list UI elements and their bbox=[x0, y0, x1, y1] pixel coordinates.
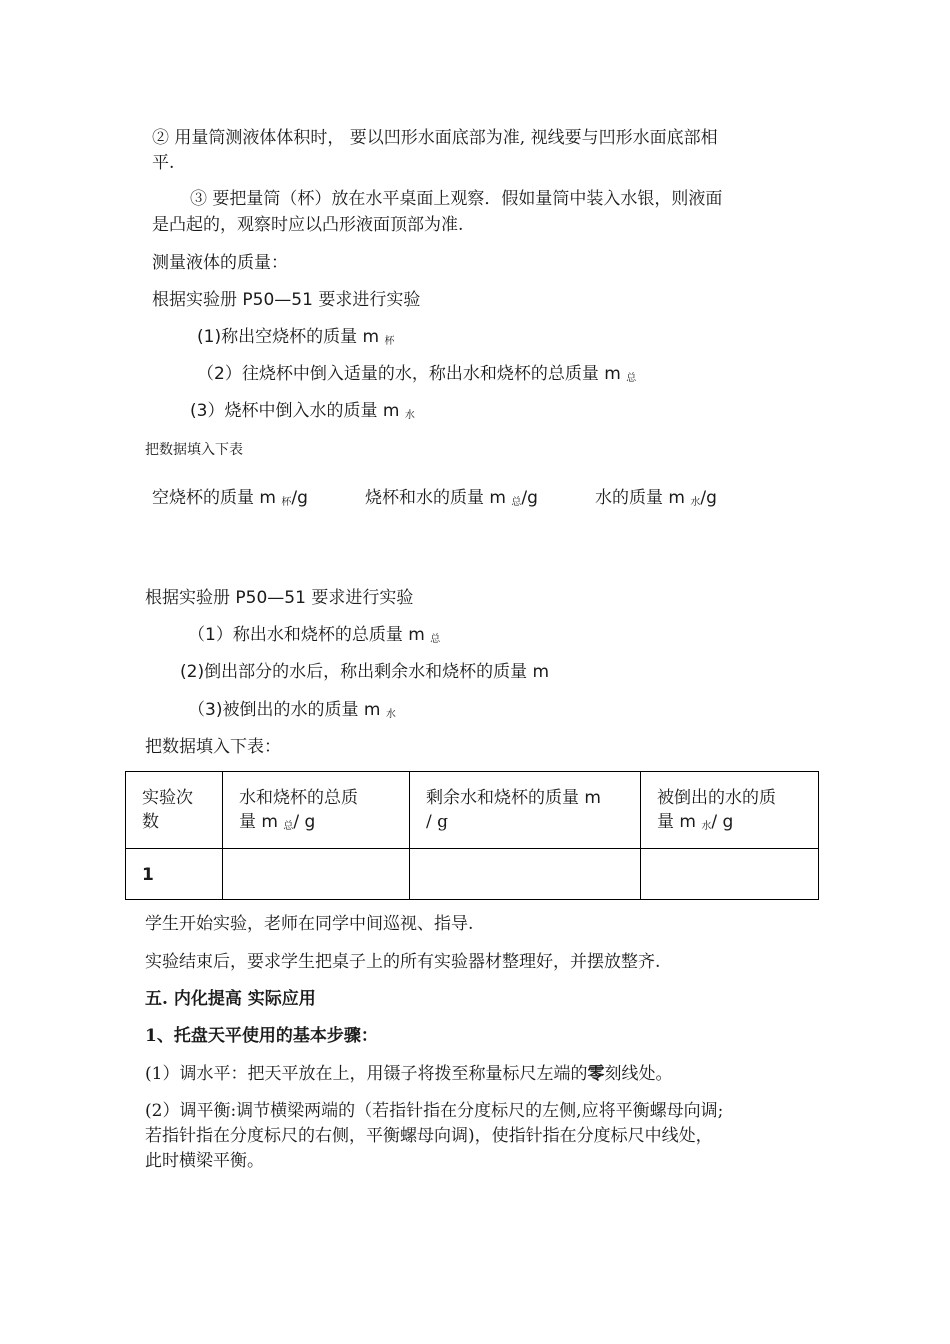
section-heading: 测量液体的质量： bbox=[152, 253, 288, 273]
step-text: （2）往烧杯中倒入适量的水，称出水和烧杯的总质量 m bbox=[197, 364, 621, 384]
cell-text bbox=[657, 810, 802, 839]
cell-text: 数 bbox=[142, 812, 159, 832]
step-text: (1)称出空烧杯的质量 m bbox=[197, 327, 380, 347]
subscript: 水 bbox=[404, 410, 415, 421]
step-text: (3）烧杯中倒入水的质量 m bbox=[190, 401, 400, 421]
cell-text: 实验次 bbox=[142, 788, 193, 808]
header-text: 水的质量 m bbox=[595, 488, 685, 508]
step-line bbox=[197, 363, 636, 390]
unit: / g bbox=[293, 812, 316, 832]
section-heading: 五. 内化提高 实际应用 bbox=[145, 989, 316, 1009]
paragraph-text: (1）调水平：把天平放在上，用镊子将拨至称量标尺左端的 bbox=[145, 1064, 588, 1084]
paragraph-line: 把数据填入下表： bbox=[145, 737, 281, 757]
cell-text: 被倒出的水的质 bbox=[657, 788, 776, 808]
cell-text: 水和烧杯的总质 bbox=[239, 788, 358, 808]
emphasis: 零 bbox=[587, 1064, 605, 1084]
table-cell bbox=[641, 849, 819, 900]
header-text: 空烧杯的质量 m bbox=[152, 488, 276, 508]
step-text: （3)被倒出的水的质量 m bbox=[188, 700, 381, 720]
table-header-cell bbox=[365, 487, 538, 514]
subscript: 总 bbox=[626, 373, 637, 384]
subscript: 杯 bbox=[384, 336, 395, 347]
subscript: 水 bbox=[701, 821, 712, 832]
subscript: 总 bbox=[430, 634, 441, 645]
subscript: 总 bbox=[511, 497, 522, 508]
paragraph-line: 平. bbox=[152, 153, 175, 173]
unit: /g bbox=[291, 488, 308, 508]
paragraph-line: 此时横梁平衡。 bbox=[145, 1151, 264, 1171]
table-header-cell bbox=[223, 772, 410, 849]
table-header-cell bbox=[641, 772, 819, 849]
paragraph-line: 实验结束后，要求学生把桌子上的所有实验器材整理好，并摆放整齐. bbox=[145, 952, 661, 972]
paragraph-line: 若指针指在分度标尺的右侧，平衡螺母向调)，使指针指在分度标尺中线处， bbox=[145, 1126, 713, 1146]
step-line: (2)倒出部分的水后，称出剩余水和烧杯的质量 m bbox=[180, 662, 550, 682]
table-cell: 1 bbox=[126, 849, 223, 900]
subscript: 总 bbox=[283, 821, 294, 832]
table-cell bbox=[223, 849, 410, 900]
step-line bbox=[197, 326, 394, 353]
paragraph-line: ② 用量筒测液体体积时， 要以凹形水面底部为准, 视线要与凹形水面底部相 bbox=[152, 128, 718, 148]
cell-text: 剩余水和烧杯的质量 m bbox=[426, 788, 601, 808]
unit: /g bbox=[521, 488, 538, 508]
table-row bbox=[126, 849, 819, 900]
cell-text bbox=[239, 810, 393, 839]
paragraph-line: 把数据填入下表 bbox=[145, 442, 243, 458]
table-header-row bbox=[126, 772, 819, 849]
paragraph-text: 刻线处。 bbox=[604, 1064, 673, 1084]
cell-text: / g bbox=[426, 812, 449, 832]
paragraph-line: 是凸起的，观察时应以凸形液面顶部为准. bbox=[152, 215, 464, 235]
unit: / g bbox=[711, 812, 734, 832]
section-heading: 1、托盘天平使用的基本步骤： bbox=[145, 1026, 378, 1046]
paragraph-line bbox=[145, 1063, 672, 1085]
paragraph-line: 根据实验册 P50—51 要求进行实验 bbox=[152, 290, 421, 310]
table-header-cell bbox=[595, 487, 717, 514]
step-line bbox=[188, 699, 396, 726]
table-header-cell bbox=[126, 772, 223, 849]
cell-text-part: 量 m bbox=[239, 812, 278, 832]
paragraph-line: ③ 要把量筒（杯）放在水平桌面上观察．假如量筒中装入水银，则液面 bbox=[190, 189, 723, 209]
table-cell bbox=[410, 849, 641, 900]
paragraph-line: (2）调平衡:调节横梁两端的（若指针指在分度标尺的左侧,应将平衡螺母向调; bbox=[145, 1101, 724, 1121]
subscript: 杯 bbox=[281, 497, 292, 508]
subscript: 水 bbox=[385, 709, 396, 720]
paragraph-line: 根据实验册 P50—51 要求进行实验 bbox=[145, 588, 414, 608]
header-text: 烧杯和水的质量 m bbox=[365, 488, 506, 508]
table-header-cell bbox=[152, 487, 308, 514]
data-table bbox=[125, 771, 819, 900]
step-line bbox=[190, 400, 415, 427]
step-line bbox=[188, 624, 440, 651]
subscript: 水 bbox=[690, 497, 701, 508]
paragraph-line: 学生开始实验，老师在同学中间巡视、指导. bbox=[145, 914, 474, 934]
unit: /g bbox=[700, 488, 717, 508]
table-header-cell bbox=[410, 772, 641, 849]
cell-text-part: 量 m bbox=[657, 812, 696, 832]
step-text: （1）称出水和烧杯的总质量 m bbox=[188, 625, 425, 645]
